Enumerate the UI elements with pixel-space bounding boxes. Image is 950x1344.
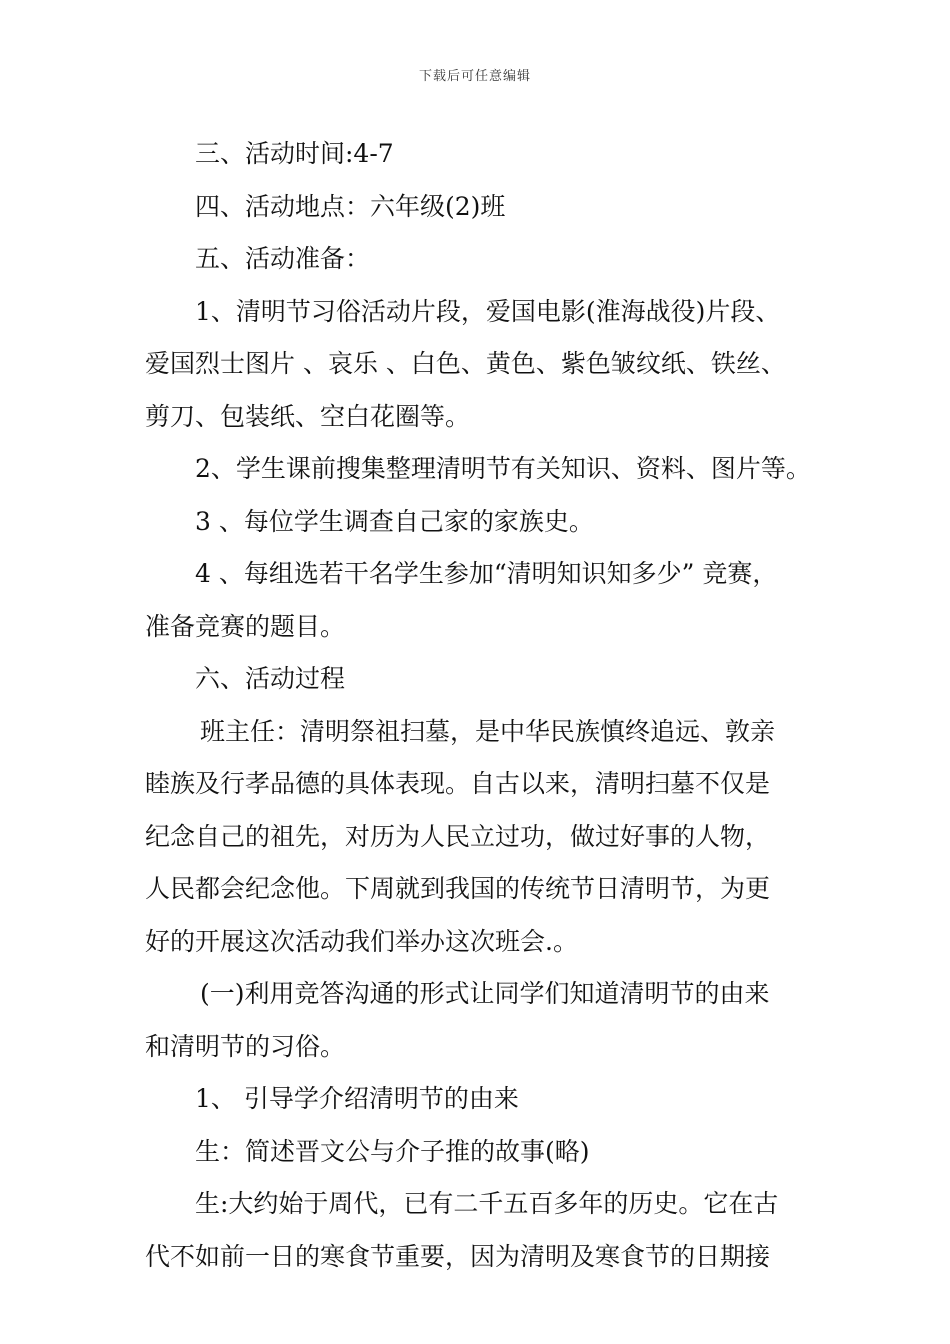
text-line: 六、活动过程: [195, 664, 346, 693]
text-line: 爱国烈士图片 、哀乐 、白色、黄色、紫色皱纹纸、铁丝、: [145, 349, 786, 378]
text-line: 四、活动地点：六年级(2)班: [195, 191, 506, 221]
text-line: 1、 引导学介绍清明节的由来: [195, 1084, 519, 1113]
text-line: 三、活动时间:4-7: [195, 139, 394, 168]
text-line: 2、学生课前搜集整理清明节有关知识、资料、图片等。: [195, 454, 811, 483]
text-line: 睦族及行孝品德的具体表现。自古以来，清明扫墓不仅是: [145, 769, 771, 798]
text-line: (一)利用竞答沟通的形式让同学们知道清明节的由来: [200, 979, 770, 1008]
text-line: 好的开展这次活动我们举办这次班会.。: [145, 926, 578, 956]
text-line: 4 、每组选若干名学生参加“清明知识知多少” 竞赛，: [195, 559, 778, 588]
document-body: [145, 128, 815, 1283]
text-line: 生：简述晋文公与介子推的故事(略): [195, 1136, 590, 1166]
text-line: 和清明节的习俗。: [145, 1031, 346, 1061]
text-line: 五、活动准备：: [195, 244, 371, 273]
text-line: 3 、每位学生调查自己家的家族史。: [195, 506, 594, 536]
text-line: 生:大约始于周代，已有二千五百多年的历史。它在古: [195, 1189, 779, 1218]
text-line: 纪念自己的祖先，对历为人民立过功，做过好事的人物，: [145, 821, 771, 851]
text-line: 代不如前一日的寒食节重要，因为清明及寒食节的日期接: [145, 1241, 771, 1271]
text-line: 剪刀、包装纸、空白花圈等。: [145, 401, 471, 431]
text-line: 1、清明节习俗活动片段，爱国电影(淮海战役)片段、: [195, 296, 781, 326]
text-line: 班主任：清明祭祖扫墓，是中华民族慎终追远、敦亲: [200, 716, 776, 746]
text-line: 准备竞赛的题目。: [145, 611, 346, 641]
page-header: 下载后可任意编辑: [418, 69, 531, 84]
text-line: 人民都会纪念他。下周就到我国的传统节日清明节，为更: [145, 874, 771, 903]
